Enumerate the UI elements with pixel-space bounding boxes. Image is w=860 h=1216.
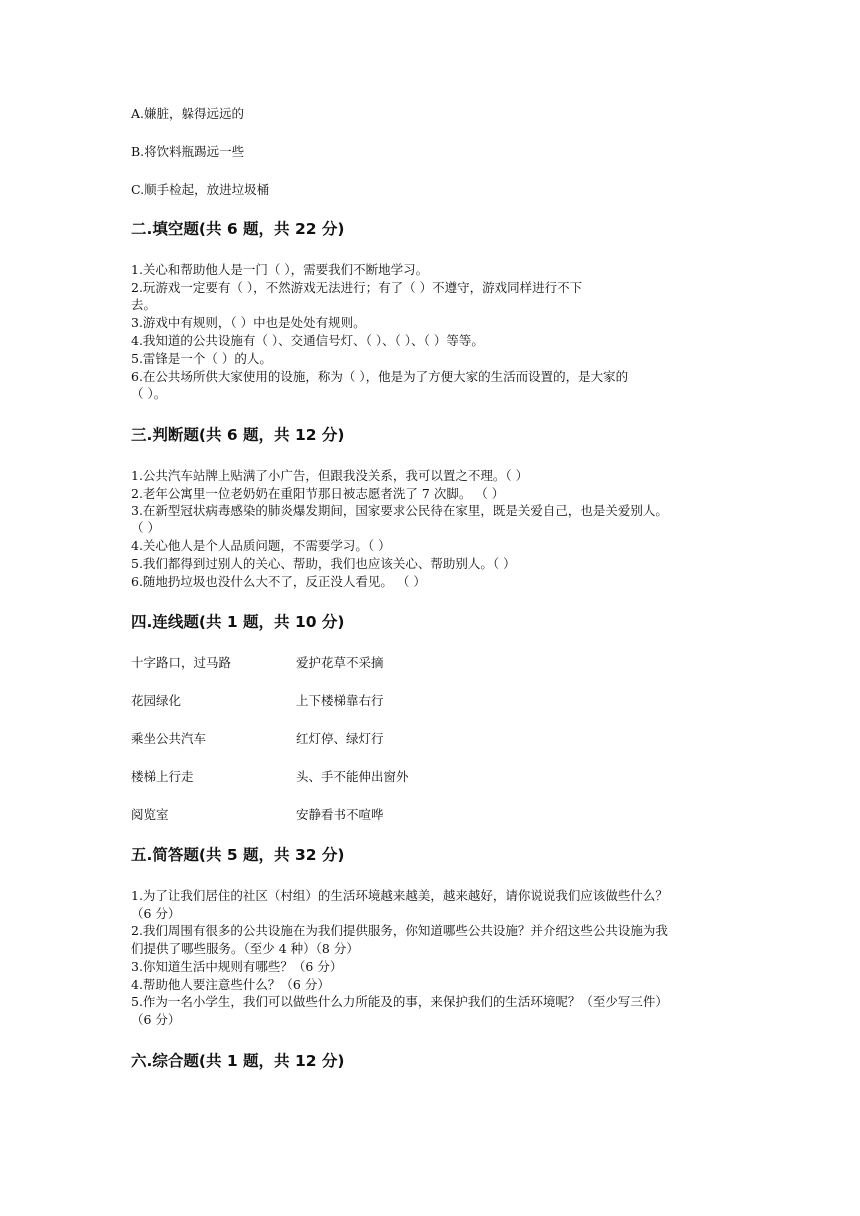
section-heading-fill-blank: 二.填空题(共 6 题，共 22 分) xyxy=(131,220,345,238)
question-line: （ ）。 xyxy=(131,386,167,401)
question-line: 2.老年公寓里一位老奶奶在重阳节那日被志愿者洗了 7 次脚。 （ ） xyxy=(131,486,505,501)
match-right-item: 安静看书不喧哗 xyxy=(296,807,384,822)
question-line: 6.随地扔垃圾也没什么大不了，反正没人看见。 （ ） xyxy=(131,574,426,589)
option-c: C.顺手检起，放进垃圾桶 xyxy=(131,182,270,197)
question-line: 5.雷锋是一个（ ）的人。 xyxy=(131,351,272,366)
question-line: 5.作为一名小学生，我们可以做些什么力所能及的事，来保护我们的生活环境呢？（至少写三件） xyxy=(131,994,668,1009)
question-line: 3.游戏中有规则，（ ）中也是处处有规则。 xyxy=(131,315,366,330)
question-line: 2.玩游戏一定要有（ ），不然游戏无法进行；有了（ ）不遵守，游戏同样进行不下 xyxy=(131,280,583,295)
match-left-item: 楼梯上行走 xyxy=(131,769,194,784)
question-line: 6.在公共场所供大家使用的设施，称为（ ），他是为了方便大家的生活而设置的，是大家的 xyxy=(131,369,629,384)
match-left-item: 花园绿化 xyxy=(131,693,182,708)
option-a: A.嫌脏，躲得远远的 xyxy=(131,106,245,121)
question-line: 去。 xyxy=(131,297,157,312)
section-heading-true-false: 三.判断题(共 6 题，共 12 分) xyxy=(131,426,345,444)
section-heading-matching: 四.连线题(共 1 题，共 10 分) xyxy=(131,613,345,631)
match-right-item: 爱护花草不采摘 xyxy=(296,655,384,670)
question-line: 5.我们都得到过别人的关心、帮助，我们也应该关心、帮助别人。（ ） xyxy=(131,556,516,571)
question-line: 3.你知道生活中规则有哪些？（6 分） xyxy=(131,959,343,974)
question-line: 4.我知道的公共设施有（ ）、交通信号灯、（ ）、（ ）、（ ）等等。 xyxy=(131,333,484,348)
match-left-item: 十字路口，过马路 xyxy=(131,655,232,670)
match-left-item: 乘坐公共汽车 xyxy=(131,731,207,746)
question-line: （6 分） xyxy=(131,1012,181,1027)
question-line: 们提供了哪些服务。（至少 4 种）（8 分） xyxy=(131,941,359,956)
question-line: 1.公共汽车站牌上贴满了小广告，但跟我没关系，我可以置之不理。（ ） xyxy=(131,468,529,483)
question-line: （ ） xyxy=(131,520,160,535)
question-line: 4.关心他人是个人品质问题，不需要学习。（ ） xyxy=(131,538,391,553)
section-heading-comprehensive: 六.综合题(共 1 题，共 12 分) xyxy=(131,1052,345,1070)
option-b: B.将饮料瓶踢远一些 xyxy=(131,144,245,159)
question-line: 1.关心和帮助他人是一门（ ），需要我们不断地学习。 xyxy=(131,262,429,277)
question-line: 1.为了让我们居住的社区（村组）的生活环境越来越美，越来越好，请你说说我们应该做些什么？ xyxy=(131,888,668,903)
match-right-item: 红灯停、绿灯行 xyxy=(296,731,384,746)
match-right-item: 头、手不能伸出窗外 xyxy=(296,769,409,784)
match-right-item: 上下楼梯靠右行 xyxy=(296,693,384,708)
match-left-item: 阅览室 xyxy=(131,807,169,822)
section-heading-short-answer: 五.简答题(共 5 题，共 32 分) xyxy=(131,846,345,864)
question-line: 3.在新型冠状病毒感染的肺炎爆发期间，国家要求公民待在家里，既是关爱自己，也是关爱别人。 xyxy=(131,503,668,518)
question-line: （6 分） xyxy=(131,906,181,921)
question-line: 4.帮助他人要注意些什么？（6 分） xyxy=(131,977,330,992)
question-line: 2.我们周围有很多的公共设施在为我们提供服务，你知道哪些公共设施？并介绍这些公共设施为我 xyxy=(131,923,668,938)
